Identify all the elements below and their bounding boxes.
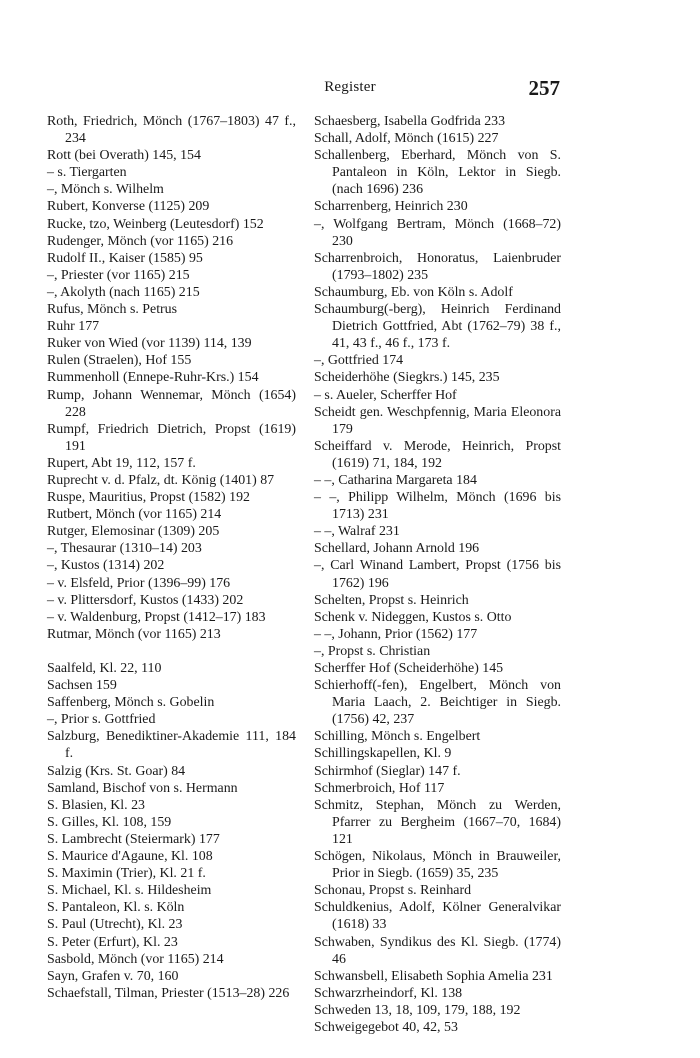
- index-entry: Sayn, Grafen v. 70, 160: [47, 968, 179, 984]
- index-entry: Schaumburg, Eb. von Köln s. Adolf: [314, 284, 513, 300]
- index-entry: Schaesberg, Isabella Godfrida 233: [314, 114, 506, 129]
- index-entry: – –, Philipp Wilhelm, Mönch (1696 bis 1713) 231: [314, 490, 561, 523]
- index-entry: Rutger, Elemosinar (1309) 205: [47, 524, 220, 540]
- index-entry: Scheidt gen. Weschpfennig, Maria Eleonora 179: [314, 404, 561, 437]
- index-entry: Schwaben, Syndikus des Kl. Siegb. (1774) 46: [314, 934, 561, 967]
- index-entry: Scheiffard v. Merode, Heinrich, Propst (1619) 71, 184, 192: [314, 438, 561, 471]
- index-entry: Ruker von Wied (vor 1139) 114, 139: [47, 336, 252, 352]
- index-entry: Saffenberg, Mönch s. Gobelin: [47, 695, 215, 711]
- index-entry: Schierhoff(-fen), Engelbert, Mönch von Maria Laach, 2. Beichtiger in Siegb. (1756) 42, 237: [314, 678, 561, 728]
- index-entry: – v. Elsfeld, Prior (1396–99) 176: [47, 575, 231, 591]
- index-entry: S. Paul (Utrecht), Kl. 23: [47, 917, 183, 933]
- index-entry: Rumpf, Friedrich Dietrich, Propst (1619) 191: [47, 421, 296, 454]
- index-entry: –, Thesaurar (1310–14) 203: [47, 541, 202, 557]
- index-entry: Salzburg, Benediktiner-Akademie 111, 184 f.: [47, 729, 296, 762]
- index-entry: Sachsen 159: [47, 678, 117, 694]
- index-entry: Schilling, Mönch s. Engelbert: [314, 729, 481, 745]
- index-entry: Samland, Bischof von s. Hermann: [47, 780, 238, 796]
- index-entry: Schall, Adolf, Mönch (1615) 227: [314, 131, 499, 147]
- index-entry: Rulen (Straelen), Hof 155: [47, 353, 192, 369]
- index-entry: Schallenberg, Eberhard, Mönch von S. Pantaleon in Köln, Lektor in Siegb. (nach 1696) 236: [314, 148, 561, 198]
- index-entry: S. Gilles, Kl. 108, 159: [47, 814, 172, 830]
- index-entry: Scheiderhöhe (Siegkrs.) 145, 235: [314, 370, 500, 386]
- index-entry: Rummenholl (Ennepe-Ruhr-Krs.) 154: [47, 370, 259, 386]
- index-entry: Schweigegebot 40, 42, 53: [314, 1019, 458, 1035]
- index-entry: Scharrenberg, Heinrich 230: [314, 199, 468, 215]
- index-entry: S. Pantaleon, Kl. s. Köln: [47, 900, 185, 916]
- index-entry: Schmerbroich, Hof 117: [314, 780, 445, 796]
- index-entry: –, Gottfried 174: [314, 353, 404, 369]
- index-entry: Schaefstall, Tilman, Priester (1513–28) 226: [47, 985, 290, 1001]
- index-entry: –, Mönch s. Wilhelm: [47, 182, 164, 198]
- index-entry: Rump, Johann Wennemar, Mönch (1654) 228: [47, 387, 296, 420]
- index-entry: Schirmhof (Sieglar) 147 f.: [314, 763, 461, 779]
- index-entry: –, Prior s. Gottfried: [47, 712, 156, 728]
- index-entry: S. Maurice d'Agaune, Kl. 108: [47, 849, 213, 865]
- index-entry: – –, Johann, Prior (1562) 177: [314, 626, 478, 642]
- index-entry: Schuldkenius, Adolf, Kölner Generalvikar (1618) 33: [314, 900, 561, 933]
- index-entry: Ruspe, Mauritius, Propst (1582) 192: [47, 490, 250, 506]
- index-entry: –, Wolfgang Bertram, Mönch (1668–72) 230: [314, 216, 561, 249]
- index-entry: –, Propst s. Christian: [314, 643, 431, 659]
- index-entry: – –, Catharina Margareta 184: [314, 472, 477, 488]
- index-entry: Rufus, Mönch s. Petrus: [47, 302, 178, 318]
- running-header: Register: [324, 79, 376, 95]
- register-column-right: [314, 113, 561, 1036]
- index-entry: Ruhr 177: [47, 319, 100, 335]
- index-entry: S. Michael, Kl. s. Hildesheim: [47, 883, 212, 899]
- index-entry: – –, Walraf 231: [314, 524, 400, 540]
- index-entry: Rubert, Konverse (1125) 209: [47, 199, 210, 215]
- index-entry: Schelten, Propst s. Heinrich: [314, 592, 469, 608]
- index-entry: Ruprecht v. d. Pfalz, dt. König (1401) 87: [47, 472, 275, 488]
- index-entry: –, Carl Winand Lambert, Propst (1756 bis 1762) 196: [314, 558, 561, 591]
- index-entry: Rudolf II., Kaiser (1585) 95: [47, 250, 203, 266]
- index-entry: Scherffer Hof (Scheiderhöhe) 145: [314, 661, 504, 676]
- index-entry: Rutmar, Mönch (vor 1165) 213: [47, 626, 221, 642]
- index-entry: Scharrenbroich, Honoratus, Laienbruder (1793–1802) 235: [314, 250, 561, 283]
- index-entry: S. Blasien, Kl. 23: [47, 797, 146, 813]
- index-entry: Schwarzrheindorf, Kl. 138: [314, 985, 463, 1001]
- index-entry: Rupert, Abt 19, 112, 157 f.: [47, 455, 196, 471]
- index-entry: Schwansbell, Elisabeth Sophia Amelia 231: [314, 968, 553, 984]
- index-entry: Schmitz, Stephan, Mönch zu Werden, Pfarrer zu Bergheim (1667–70, 1684) 121: [314, 797, 561, 847]
- index-entry: – s. Tiergarten: [47, 165, 127, 181]
- index-entry: – v. Plittersdorf, Kustos (1433) 202: [47, 592, 244, 608]
- index-entry: Schonau, Propst s. Reinhard: [314, 883, 472, 899]
- index-entry: – s. Aueler, Scherffer Hof: [314, 387, 457, 403]
- page-number: 257: [528, 76, 560, 100]
- index-entry: Roth, Friedrich, Mönch (1767–1803) 47 f., 234: [47, 114, 296, 147]
- index-entry: Schenk v. Nideggen, Kustos s. Otto: [314, 609, 512, 625]
- index-entry: S. Peter (Erfurt), Kl. 23: [47, 934, 178, 950]
- index-entry: Salzig (Krs. St. Goar) 84: [47, 763, 186, 779]
- index-entry: – v. Waldenburg, Propst (1412–17) 183: [47, 609, 266, 625]
- index-entry: –, Akolyth (nach 1165) 215: [47, 284, 200, 300]
- index-entry: –, Priester (vor 1165) 215: [47, 267, 190, 283]
- index-entry: S. Lambrecht (Steiermark) 177: [47, 831, 220, 847]
- index-entry: Rudenger, Mönch (vor 1165) 216: [47, 233, 234, 249]
- index-entry: Schögen, Nikolaus, Mönch in Brauweiler, Prior in Siegb. (1659) 35, 235: [314, 849, 561, 882]
- index-entry: Saalfeld, Kl. 22, 110: [47, 661, 162, 676]
- index-entry: Rucke, tzo, Weinberg (Leutesdorf) 152: [47, 216, 264, 232]
- section-gap: [47, 643, 296, 660]
- index-entry: S. Maximin (Trier), Kl. 21 f.: [47, 866, 206, 882]
- index-entry: Schillingskapellen, Kl. 9: [314, 746, 452, 762]
- index-entry: –, Kustos (1314) 202: [47, 558, 165, 574]
- register-column-left: [47, 113, 296, 1002]
- index-entry: Schellard, Johann Arnold 196: [314, 541, 480, 557]
- index-entry: Rott (bei Overath) 145, 154: [47, 148, 201, 164]
- index-entry: Rutbert, Mönch (vor 1165) 214: [47, 507, 222, 523]
- index-entry: Schweden 13, 18, 109, 179, 188, 192: [314, 1002, 521, 1018]
- index-entry: Sasbold, Mönch (vor 1165) 214: [47, 951, 224, 967]
- index-entry: Schaumburg(-berg), Heinrich Ferdinand Dietrich Gottfried, Abt (1762–79) 38 f., 41, 43 f., 46 f., 173 f.: [314, 302, 561, 352]
